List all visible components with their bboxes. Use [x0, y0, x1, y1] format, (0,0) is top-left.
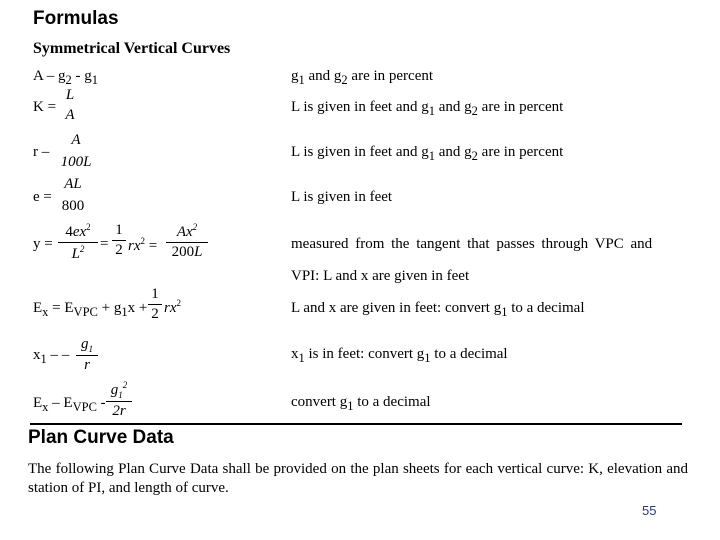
formula-x1-note: $x_1$ is in feet: convert $g_1$ to a decimal [291, 346, 508, 365]
formula-e-note: L is given in feet [291, 189, 393, 205]
formula-y-lhs: y = [33, 236, 53, 252]
formula-a-note: $g_1$ and $g_2$ are in percent [291, 68, 434, 87]
formula-k-fraction [60, 87, 80, 124]
section-heading-plan-curve-data: Plan Curve Data [28, 427, 174, 448]
formula-r-fraction [55, 132, 97, 171]
formula-k-numerator: L [65, 87, 75, 103]
formula-x1-fraction: $g_1$ r [76, 336, 98, 374]
formula-ex-lhs: $E_x = E_{VPC} + g_1x$ + [33, 300, 148, 319]
formula-r-lhs: r – [33, 144, 50, 160]
formula-k-denominator: A [65, 107, 75, 123]
formula-e-numerator: AL [64, 176, 82, 192]
formula-y-fraction-3: Ax$^2$ 200L [166, 222, 208, 261]
formula-k-note: L is given in feet and $g_1$ and $g_2$ are in percent [291, 99, 564, 118]
formula-r-note: L is given in feet and $g_1$ and $g_2$ are in percent [291, 144, 564, 163]
formula-r-denominator: 100L [60, 154, 92, 170]
formula-r-numerator: A [71, 132, 81, 148]
formula-x1-lhs: $x_1$ – – [33, 347, 70, 366]
formula-e-denominator: 800 [61, 198, 85, 214]
section-heading-vertical-curves: Symmetrical Vertical Curves [33, 40, 231, 57]
formula-e-fraction [55, 176, 91, 215]
formula-y-note-2: VPI: L and x are given in feet [291, 268, 470, 284]
formula-k-lhs: K = [33, 99, 57, 115]
page-title: Formulas [33, 8, 119, 29]
formula-y-note: measured from the tangent that passes through VPC and [291, 236, 653, 252]
formula-ex-vpc-lhs: $E_x - E_{VPC}$ - [33, 395, 106, 414]
plan-curve-paragraph: The following Plan Curve Data shall be provided on the plan sheets for each vertical curve: K, elevation and station of PI, and length of curve. [28, 461, 688, 496]
formula-ex-fraction: 1 2 [148, 286, 162, 323]
formula-y-fraction-2: 1 2 [112, 222, 126, 259]
section-divider [30, 423, 682, 425]
formula-y-fraction-1: $4ex^2$ $L^2$ [58, 222, 98, 263]
formula-ex-vpc-fraction: $g_1^2$ 2r [106, 380, 132, 420]
formula-a: A – $g_2 - g_1$ [33, 68, 99, 87]
formula-e-lhs: e = [33, 189, 52, 205]
formula-ex-vpc-note: convert $g_1$ to a decimal [291, 394, 431, 413]
page-number: 55 [642, 503, 657, 518]
formula-ex-note: L and x are given in feet: convert $g_1$ to a decimal [291, 300, 585, 319]
